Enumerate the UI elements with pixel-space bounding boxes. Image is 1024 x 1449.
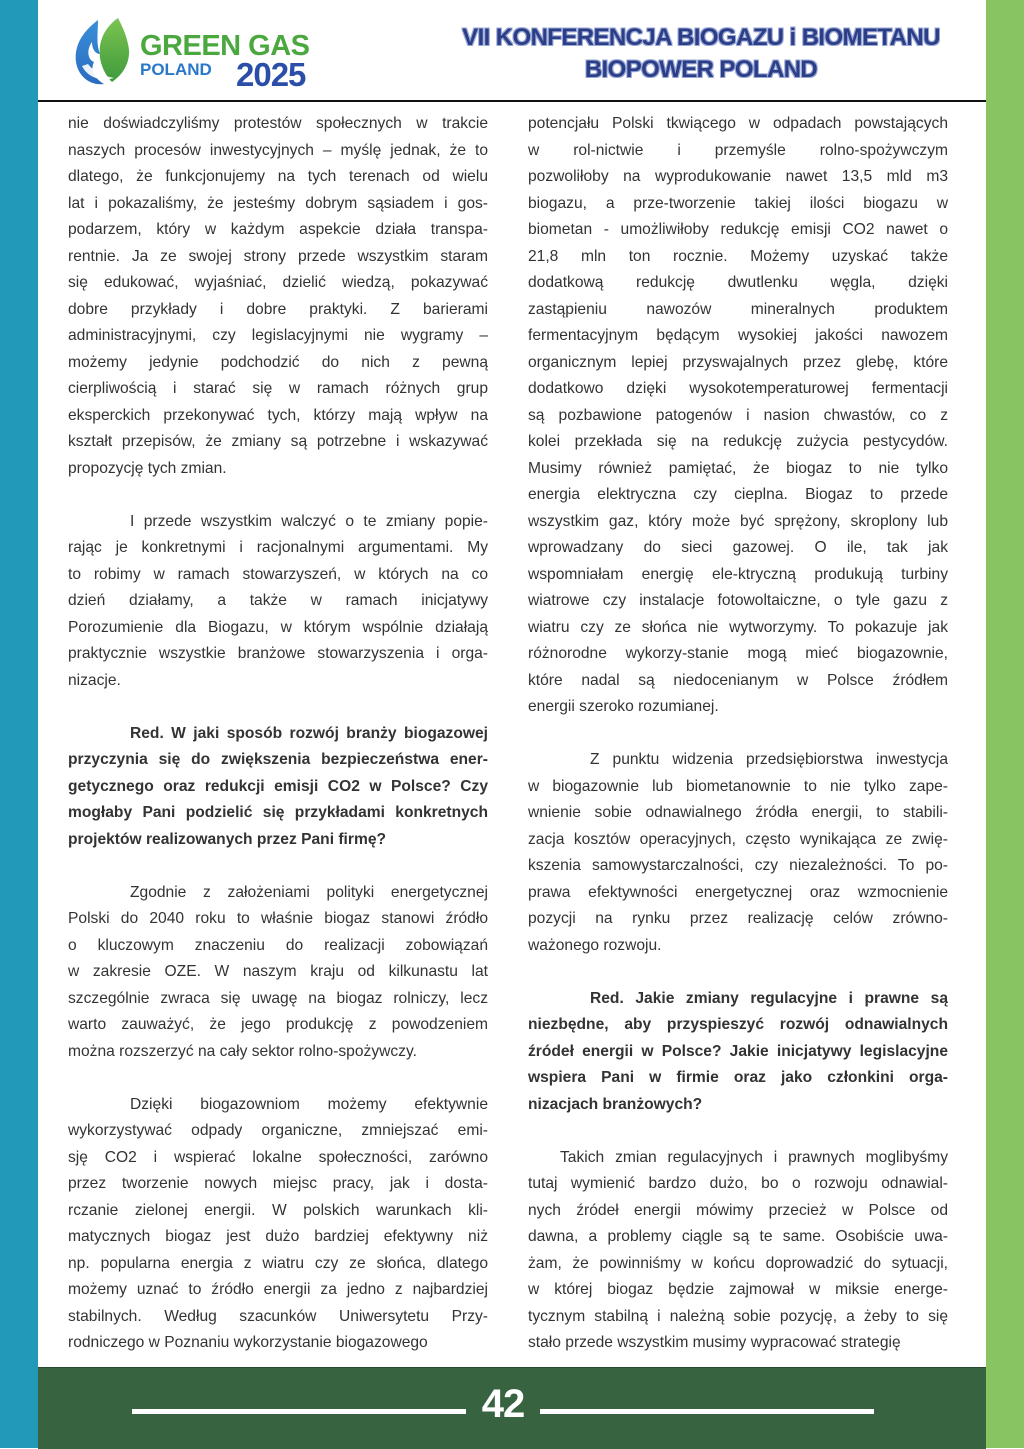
text-line: organicznym lepiej przyswajalnych przez glebę, które [528, 353, 948, 371]
text-line: Red. W jaki sposób rozwój branży biogazowej [130, 724, 488, 742]
logo-text-year: 2025 [236, 56, 306, 93]
paragraph [528, 1145, 948, 1357]
text-line: nizacje. [68, 671, 121, 689]
text-line: pozycji na rynku przez realizację celów zrówno- [528, 910, 948, 927]
text-line: rodniczego w Poznaniu wykorzystanie biogazowego [68, 1334, 428, 1351]
text-line: rczanie zielonej energii. W polskich warunkach kli- [68, 1201, 488, 1219]
paragraph [68, 880, 488, 1066]
text-line: rentnie. Ja ze swojej strony przede wszystkim staram [68, 247, 488, 265]
right-accent-bar [986, 0, 1024, 1448]
text-line: zacja kosztów operacyjnych, często wynikająca ze zwię- [528, 830, 948, 848]
text-line: energia elektryczna czy cieplna. Biogaz to przede [528, 486, 948, 503]
text-line: dlatego, że funkcjonujemy na tych terenach od wielu [68, 168, 488, 185]
text-line: mogłaby Pani podzielić się przykładami konkretnych [68, 804, 488, 821]
text-line: ważonego rozwoju. [528, 936, 662, 954]
text-line: Takich zmian regulacyjnych i prawnych moglibyśmy [560, 1148, 948, 1166]
page-header [38, 0, 986, 100]
paragraph [68, 111, 488, 482]
text-line: kolei przekłada się na redukcję zużycia pestycydów. [528, 433, 948, 450]
text-line: wnienie sobie odnawialnego źródła energii, to stabili- [528, 804, 948, 821]
text-line: w zakresie OZE. W naszym kraju od kilkunastu lat [68, 963, 488, 980]
text-line: nizacjach branżowych? [528, 1095, 703, 1113]
text-line: fermentacyjnym będącym wysokiej jakości nawozem [528, 327, 948, 344]
text-line: kszenia samowystarczalności, czy niezależności. To po- [528, 857, 948, 874]
paragraph [528, 747, 948, 959]
text-line: można rozszerzyć na cały sektor rolno-spożywczy. [68, 1042, 417, 1060]
text-line: propozycję tych zmian. [68, 459, 227, 477]
text-line: naszych procesów inwestycyjnych – myślę jednak, że to [68, 141, 488, 159]
text-line: zastąpieniu nawozów mineralnych produktem [528, 300, 948, 318]
text-line: dodatkową redukcję dwutlenku węgla, dzięki [528, 274, 948, 291]
text-line: wprowadzany do sieci gazowej. O ile, tak jak [528, 539, 948, 556]
text-line: w której biogaz będzie zajmował w miksie energe- [528, 1281, 948, 1298]
text-line: żam, że powinniśmy w końcu doprowadzić do sytuacji, [528, 1254, 948, 1272]
text-line: projektów realizowanych przez Pani firmę? [68, 830, 387, 848]
text-line: są pozbawione patogenów i nasion chwastów, co z [528, 406, 948, 424]
paragraph [68, 1092, 488, 1357]
text-line: wspomniałam energię ele-ktryczną produkują turbiny [528, 565, 948, 583]
green-gas-poland-logo [68, 16, 358, 96]
text-line: biogazu, a prze-tworzenie takiej ilości biogazu w [528, 194, 948, 212]
flame-leaf-icon [68, 16, 138, 88]
text-line: Z punktu widzenia przedsiębiorstwa inwestycja [590, 751, 948, 768]
text-line: Porozumienie dla Biogazu, w którym wspólnie działają [68, 618, 488, 636]
text-line: nie doświadczyliśmy protestów społecznych w trakcie [68, 115, 488, 132]
text-line: I przede wszystkim walczyć o te zmiany popie- [130, 512, 488, 530]
text-line: możemy jedynie podchodzić do nich z pewną [68, 353, 488, 371]
text-line: warto zauważyć, że jego produkcję z powodzeniem [68, 1016, 488, 1033]
text-line: kształt przepisów, że zmiany są potrzebne i wskazywać [68, 433, 488, 450]
header-divider [38, 100, 986, 102]
text-line: wykorzystywać odpady organiczne, zmniejszać emi- [68, 1122, 488, 1139]
text-line: wiatrowe czy instalacje fotowoltaiczne, o tyle gazu z [528, 592, 948, 609]
page-number: 42 [481, 1382, 525, 1426]
text-line: administracyjnymi, czy legislacyjnymi nie wygramy – [68, 327, 488, 344]
text-line: lat i pokazaliśmy, że jesteśmy dobrym sąsiadem i gos- [68, 194, 488, 212]
text-line: stało przede wszystkim musimy wypracować strategię [528, 1334, 901, 1351]
text-line: tutaj wymienić bardzo dużo, bo o rozwoju odnawial- [528, 1175, 948, 1192]
text-line: eksperckich przekonywać tych, którzy mają wpływ na [68, 406, 488, 424]
text-line: getycznego oraz redukcji emisji CO2 w Polsce? Czy [68, 777, 488, 795]
page-footer [38, 1367, 986, 1449]
text-line: dobre przykłady i dobre praktyki. Z barierami [68, 300, 488, 318]
text-line: praktycznie wszystkie branżowe stowarzyszenia i orga- [68, 645, 488, 662]
conference-title [418, 22, 984, 86]
text-line: nych źródeł energii mówimy przecież w Polsce od [528, 1201, 948, 1219]
logo-text-green-gas: GREEN GAS [140, 30, 310, 62]
text-line: przyczynia się do zwiększenia bezpieczeństwa ener- [68, 751, 488, 768]
text-line: wiatru czy ze słońca nie wytworzymy. To pokazuje jak [528, 618, 948, 636]
text-line: cierpliwością i starać się w ramach różnych grup [68, 380, 488, 397]
text-line: matycznych biogaz jest dużo bardziej efektywny niż [68, 1228, 488, 1245]
footer-rule-right [540, 1409, 874, 1414]
text-line: Polski do 2040 roku to właśnie biogaz stanowi źródło [68, 910, 488, 927]
text-line: dodatkowo dzięki wysokotemperaturowej fermentacji [528, 380, 948, 397]
text-line: wspiera Pani w firmie oraz jako członkini orga- [528, 1069, 948, 1086]
logo-text-poland: POLAND [140, 60, 212, 79]
text-line: podarzem, który w każdym aspekcie działa transpa- [68, 221, 488, 238]
text-line: Zgodnie z założeniami polityki energetycznej [130, 883, 488, 901]
text-line: tycznym stabilną i należną sobie pozycję, a żeby to się [528, 1307, 948, 1325]
text-line: Dzięki biogazowniom możemy efektywnie [130, 1095, 488, 1113]
text-line: dawna, a problemy ciągle są te same. Osobiście uwa- [528, 1228, 948, 1245]
text-line: które nadal są niedocenianym w Polsce źródłem [528, 671, 948, 689]
text-line: dzień działamy, a także w ramach inicjatywy [68, 592, 488, 609]
text-line: wszystkim gaz, który może być sprężony, skroplony lub [528, 512, 948, 530]
text-line: w biogazownie lub biometanownie to nie tylko zape- [528, 777, 948, 795]
left-accent-bar [0, 0, 38, 1448]
paragraph [528, 111, 948, 721]
text-line: to robimy w ramach stowarzyszeń, w których na co [68, 565, 488, 583]
text-line: różnorodne wykorzy-stanie mogą mieć biogazownie, [528, 645, 948, 662]
text-line: Musimy również pamiętać, że biogaz to nie tylko [528, 459, 948, 477]
text-line: energii szeroko rozumianej. [528, 698, 719, 715]
text-line: sję CO2 i wspierać lokalne społeczności, zarówno [68, 1148, 488, 1166]
footer-rule-left [132, 1409, 466, 1414]
text-line: pozwoliłoby na wyprodukowanie nawet 13,5 mld m3 [528, 168, 948, 185]
text-line: 21,8 mln ton rocznie. Możemy uzyskać także [528, 247, 948, 265]
text-line: źródeł energii w Polsce? Jakie inicjatywy legislacyjne [528, 1042, 948, 1060]
paragraph [68, 509, 488, 695]
text-line: rając je konkretnymi i racjonalnymi argumentami. My [68, 539, 488, 556]
left-text-column [68, 111, 488, 1383]
text-line: biometan - umożliwiłoby redukcję emisji CO2 nawet o [528, 221, 948, 238]
text-line: potencjału Polski tkwiącego w odpadach powstających [528, 115, 948, 132]
text-line: się edukować, wyjaśniać, dzielić wiedzą, pokazywać [68, 274, 488, 291]
text-line: niezbędne, aby przyspieszyć rozwój odnawialnych [528, 1016, 948, 1033]
text-line: możemy uznać to źródło energii za jedno z najbardziej [68, 1281, 488, 1298]
text-line: o kluczowym znaczeniu do realizacji zobowiązań [68, 936, 488, 954]
right-text-column [528, 111, 948, 1383]
text-line: stabilnych. Według szacunków Uniwersytetu Przy- [68, 1307, 488, 1325]
text-line: przez tworzenie nowych miejsc pracy, jak i dosta- [68, 1175, 488, 1192]
text-line: Red. Jakie zmiany regulacyjne i prawne są [590, 989, 948, 1007]
text-line: np. popularna energia z wiatru czy ze słońca, dlatego [68, 1254, 488, 1272]
text-line: prawa efektywności energetycznej oraz wzmocnienie [528, 883, 948, 901]
interview-question [528, 986, 948, 1119]
conference-title-line2: BIOPOWER POLAND [584, 56, 818, 83]
conference-title-line1: VII KONFERENCJA BIOGAZU i BIOMETANU [462, 24, 940, 51]
interview-question [68, 721, 488, 854]
text-line: szczególnie zwraca się uwagę na biogaz rolniczy, lecz [68, 989, 488, 1007]
text-line: w rol-nictwie i przemyśle rolno-spożywczym [528, 141, 948, 159]
